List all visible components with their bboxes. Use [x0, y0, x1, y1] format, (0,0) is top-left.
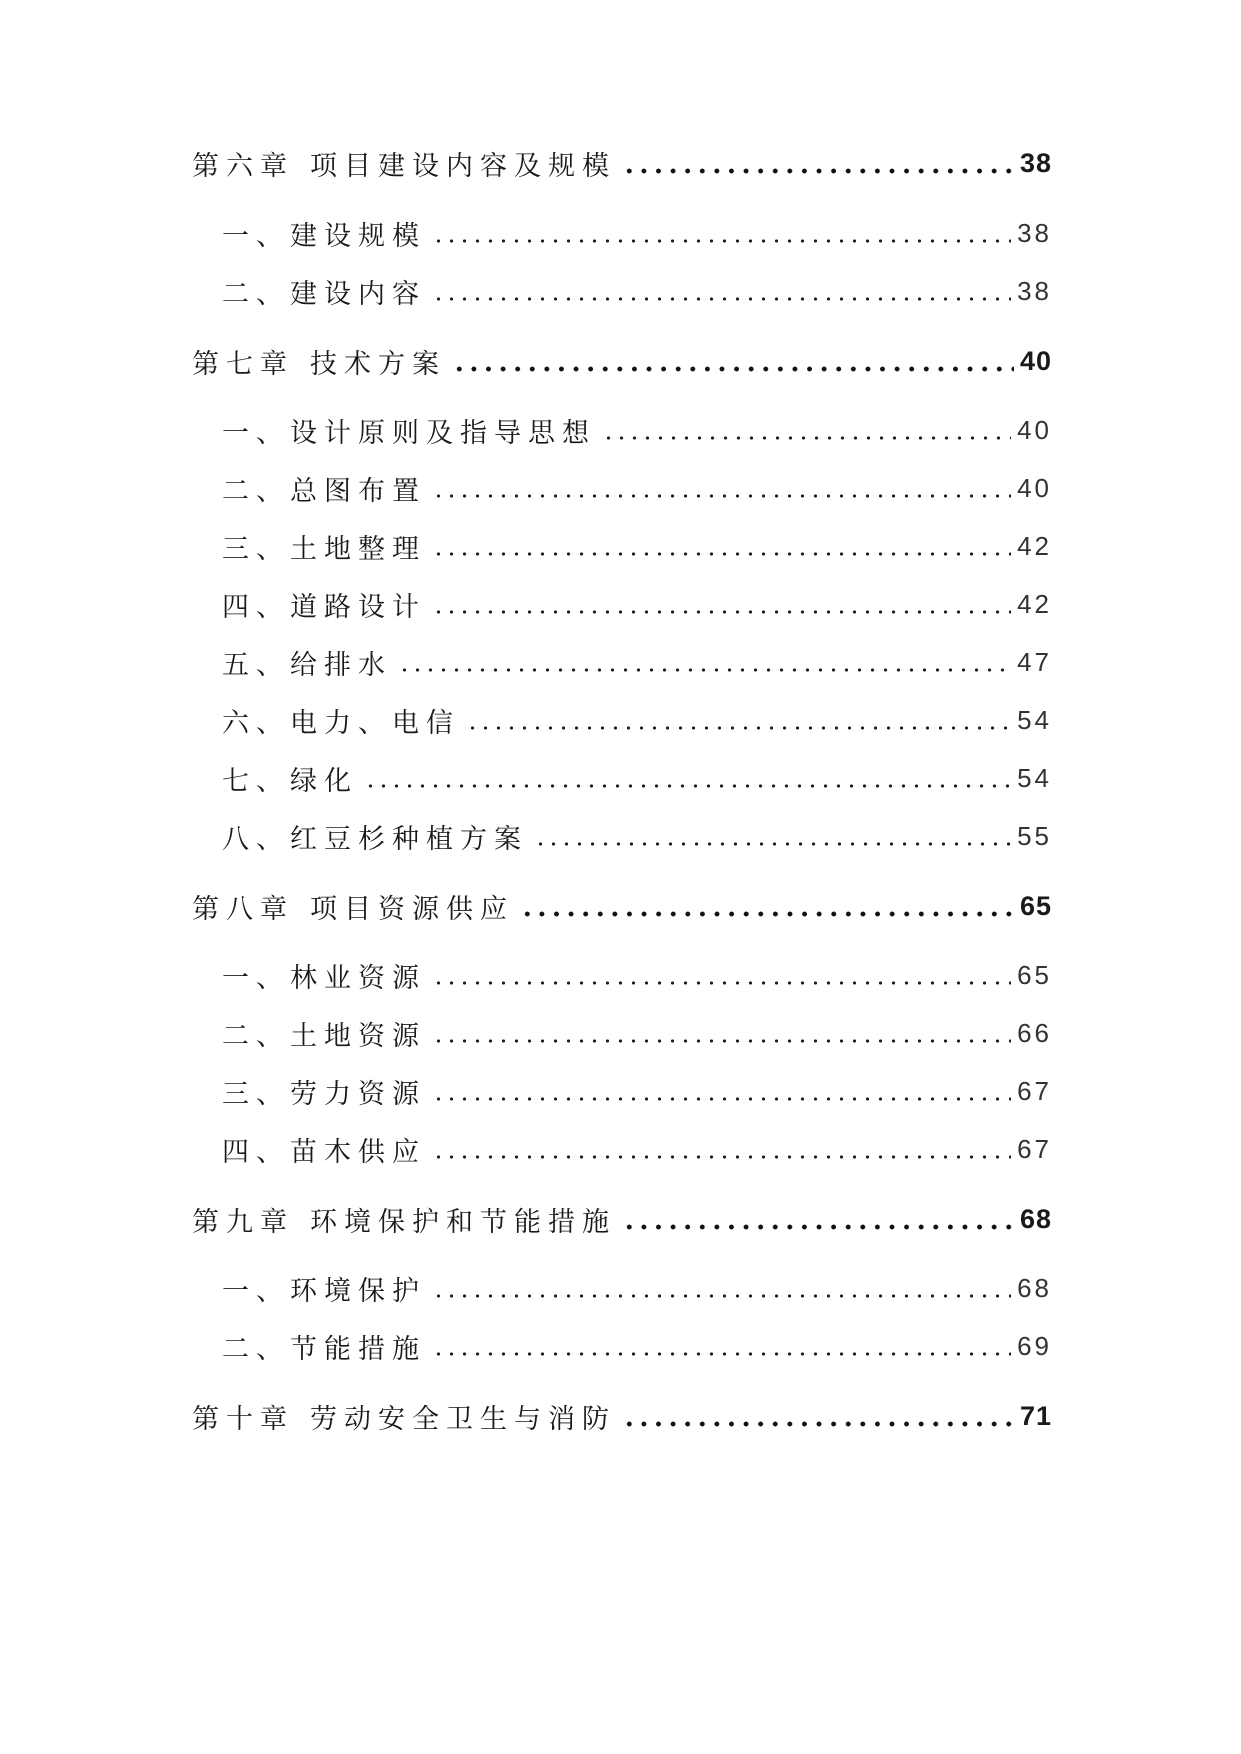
toc-section-number: 八、 — [222, 823, 290, 855]
toc-page-number: 55 — [1017, 820, 1052, 851]
toc-entry-title: 技术方案 — [310, 348, 446, 380]
toc-entry-title: 土地资源 — [290, 1020, 426, 1052]
toc-page-number: 40 — [1017, 414, 1052, 445]
toc-dot-leader — [534, 840, 1011, 848]
toc-section-number: 二、 — [222, 278, 290, 310]
toc-section-entry — [222, 1069, 1052, 1113]
toc-page-number: 69 — [1017, 1330, 1052, 1361]
toc-section-entry — [222, 524, 1052, 568]
toc-page-number: 47 — [1017, 646, 1052, 677]
toc-section-number: 三、 — [222, 533, 290, 565]
toc-section-entry — [222, 269, 1052, 313]
toc-section-entry — [222, 408, 1052, 452]
toc-chapter-number: 第八章 — [192, 893, 294, 925]
toc-dot-leader — [432, 1037, 1011, 1045]
toc-dot-leader — [432, 492, 1011, 500]
toc-section-number: 二、 — [222, 1333, 290, 1365]
toc-page-number: 38 — [1017, 275, 1052, 306]
toc-page-number: 65 — [1019, 890, 1052, 921]
toc-entry-title: 道路设计 — [290, 591, 426, 623]
toc-section-number: 二、 — [222, 1020, 290, 1052]
toc-page-number: 67 — [1017, 1075, 1052, 1106]
toc-dot-leader — [622, 1223, 1014, 1231]
toc-dot-leader — [432, 237, 1011, 245]
toc-page-number: 65 — [1017, 959, 1052, 990]
toc-entry-title: 绿化 — [290, 765, 358, 797]
toc-entry-title: 苗木供应 — [290, 1136, 426, 1168]
toc-dot-leader — [398, 666, 1011, 674]
toc-section-entry — [222, 582, 1052, 626]
toc-page-number: 67 — [1017, 1133, 1052, 1164]
toc-page-number: 54 — [1017, 762, 1052, 793]
toc-page-number: 40 — [1017, 472, 1052, 503]
toc-dot-leader — [432, 979, 1011, 987]
toc-entry-title: 土地整理 — [290, 533, 426, 565]
toc-section-entry — [222, 1324, 1052, 1368]
toc-chapter-number: 第七章 — [192, 348, 294, 380]
toc-section-number: 一、 — [222, 417, 290, 449]
toc-chapter-entry — [192, 141, 1052, 185]
toc-chapter-entry — [192, 339, 1052, 383]
toc-section-entry — [222, 698, 1052, 742]
toc-page-number: 42 — [1017, 530, 1052, 561]
toc-section-number: 四、 — [222, 1136, 290, 1168]
toc-entry-title: 节能措施 — [290, 1333, 426, 1365]
toc-section-entry — [222, 466, 1052, 510]
toc-section-entry — [222, 814, 1052, 858]
toc-entry-title: 劳动安全卫生与消防 — [310, 1403, 616, 1435]
toc-dot-leader — [466, 724, 1011, 732]
toc-section-entry — [222, 640, 1052, 684]
toc-dot-leader — [520, 910, 1014, 918]
toc-entry-title: 项目建设内容及规模 — [310, 150, 616, 182]
toc-chapter-number: 第十章 — [192, 1403, 294, 1435]
toc-entry-title: 设计原则及指导思想 — [290, 417, 596, 449]
toc-section-number: 一、 — [222, 220, 290, 252]
toc-section-entry — [222, 1266, 1052, 1310]
toc-section-number: 一、 — [222, 962, 290, 994]
toc-page-number: 42 — [1017, 588, 1052, 619]
toc-dot-leader — [602, 434, 1011, 442]
toc-entry-title: 项目资源供应 — [310, 893, 514, 925]
toc-dot-leader — [432, 608, 1011, 616]
toc-section-number: 二、 — [222, 475, 290, 507]
toc-section-entry — [222, 1127, 1052, 1171]
toc-page-number: 68 — [1019, 1203, 1052, 1234]
toc-section-number: 五、 — [222, 649, 290, 681]
toc-dot-leader — [432, 295, 1011, 303]
toc-entry-title: 总图布置 — [290, 475, 426, 507]
toc-dot-leader — [432, 1095, 1011, 1103]
toc-page-number: 38 — [1019, 147, 1052, 178]
toc-chapter-entry — [192, 1197, 1052, 1241]
toc-dot-leader — [432, 1292, 1011, 1300]
toc-dot-leader — [622, 1420, 1014, 1428]
toc-page-number: 40 — [1019, 345, 1052, 376]
toc-entry-title: 红豆杉种植方案 — [290, 823, 528, 855]
toc-dot-leader — [452, 365, 1014, 373]
toc-entry-title: 林业资源 — [290, 962, 426, 994]
toc-entry-title: 建设内容 — [290, 278, 426, 310]
toc-chapter-number: 第九章 — [192, 1206, 294, 1238]
toc-entry-title: 环境保护 — [290, 1275, 426, 1307]
toc-dot-leader — [622, 167, 1014, 175]
toc-page-number: 68 — [1017, 1272, 1052, 1303]
toc-chapter-entry — [192, 1394, 1052, 1438]
toc-chapter-entry — [192, 884, 1052, 928]
toc-dot-leader — [432, 1153, 1011, 1161]
toc-entry-title: 环境保护和节能措施 — [310, 1206, 616, 1238]
toc-section-entry — [222, 953, 1052, 997]
toc-section-number: 四、 — [222, 591, 290, 623]
toc-section-number: 六、 — [222, 707, 290, 739]
toc-section-number: 一、 — [222, 1275, 290, 1307]
toc-section-number: 七、 — [222, 765, 290, 797]
toc-page-number: 71 — [1019, 1400, 1052, 1431]
toc-page-number: 38 — [1017, 217, 1052, 248]
toc-dot-leader — [432, 550, 1011, 558]
toc-chapter-number: 第六章 — [192, 150, 294, 182]
toc-section-entry — [222, 756, 1052, 800]
toc-entry-title: 劳力资源 — [290, 1078, 426, 1110]
toc-entry-title: 给排水 — [290, 649, 392, 681]
toc-dot-leader — [364, 782, 1011, 790]
toc-dot-leader — [432, 1350, 1011, 1358]
toc-section-number: 三、 — [222, 1078, 290, 1110]
toc-entry-title: 电力、电信 — [290, 707, 460, 739]
toc-section-entry — [222, 1011, 1052, 1055]
toc-section-entry — [222, 211, 1052, 255]
toc-entry-title: 建设规模 — [290, 220, 426, 252]
toc-page-number: 54 — [1017, 704, 1052, 735]
toc-page-number: 66 — [1017, 1017, 1052, 1048]
